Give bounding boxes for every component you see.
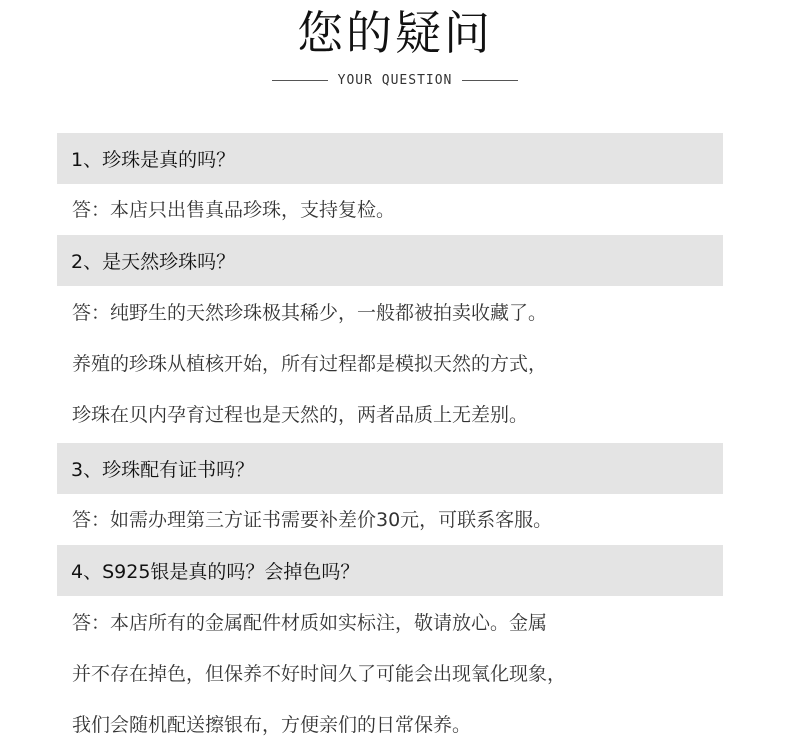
faq-question-1: 1、珍珠是真的吗？ <box>57 133 723 184</box>
answer-line: 并不存在掉色，但保养不好时间久了可能会出现氧化现象， <box>72 663 567 685</box>
answer-line: 答：纯野生的天然珍珠极其稀少，一般都被拍卖收藏了。 <box>72 302 548 324</box>
answer-line: 答：本店只出售真品珍珠，支持复检。 <box>72 199 396 221</box>
faq-question-3: 3、珍珠配有证书吗？ <box>57 443 723 494</box>
faq-question-2: 2、是天然珍珠吗？ <box>57 235 723 286</box>
page-subtitle: YOUR QUESTION <box>337 72 453 88</box>
page-title: 您的疑问 <box>297 6 493 60</box>
answer-line: 珍珠在贝内孕育过程也是天然的，两者品质上无差别。 <box>72 404 529 426</box>
faq-list <box>57 133 723 753</box>
faq-question-4: 4、S925银是真的吗？会掉色吗？ <box>57 545 723 596</box>
faq-answer-1 <box>57 184 723 235</box>
faq-answer-2 <box>57 286 723 443</box>
right-divider <box>462 80 518 81</box>
answer-line: 答：如需办理第三方证书需要补差价30元，可联系客服。 <box>72 509 553 531</box>
left-divider <box>272 80 328 81</box>
answer-line: 我们会随机配送擦银布，方便亲们的日常保养。 <box>72 714 472 736</box>
answer-line: 答：本店所有的金属配件材质如实标注，敬请放心。金属 <box>72 612 548 634</box>
subtitle-row <box>0 70 790 90</box>
faq-answer-3 <box>57 494 723 545</box>
faq-answer-4 <box>57 596 723 753</box>
answer-line: 养殖的珍珠从植核开始，所有过程都是模拟天然的方式， <box>72 353 548 375</box>
